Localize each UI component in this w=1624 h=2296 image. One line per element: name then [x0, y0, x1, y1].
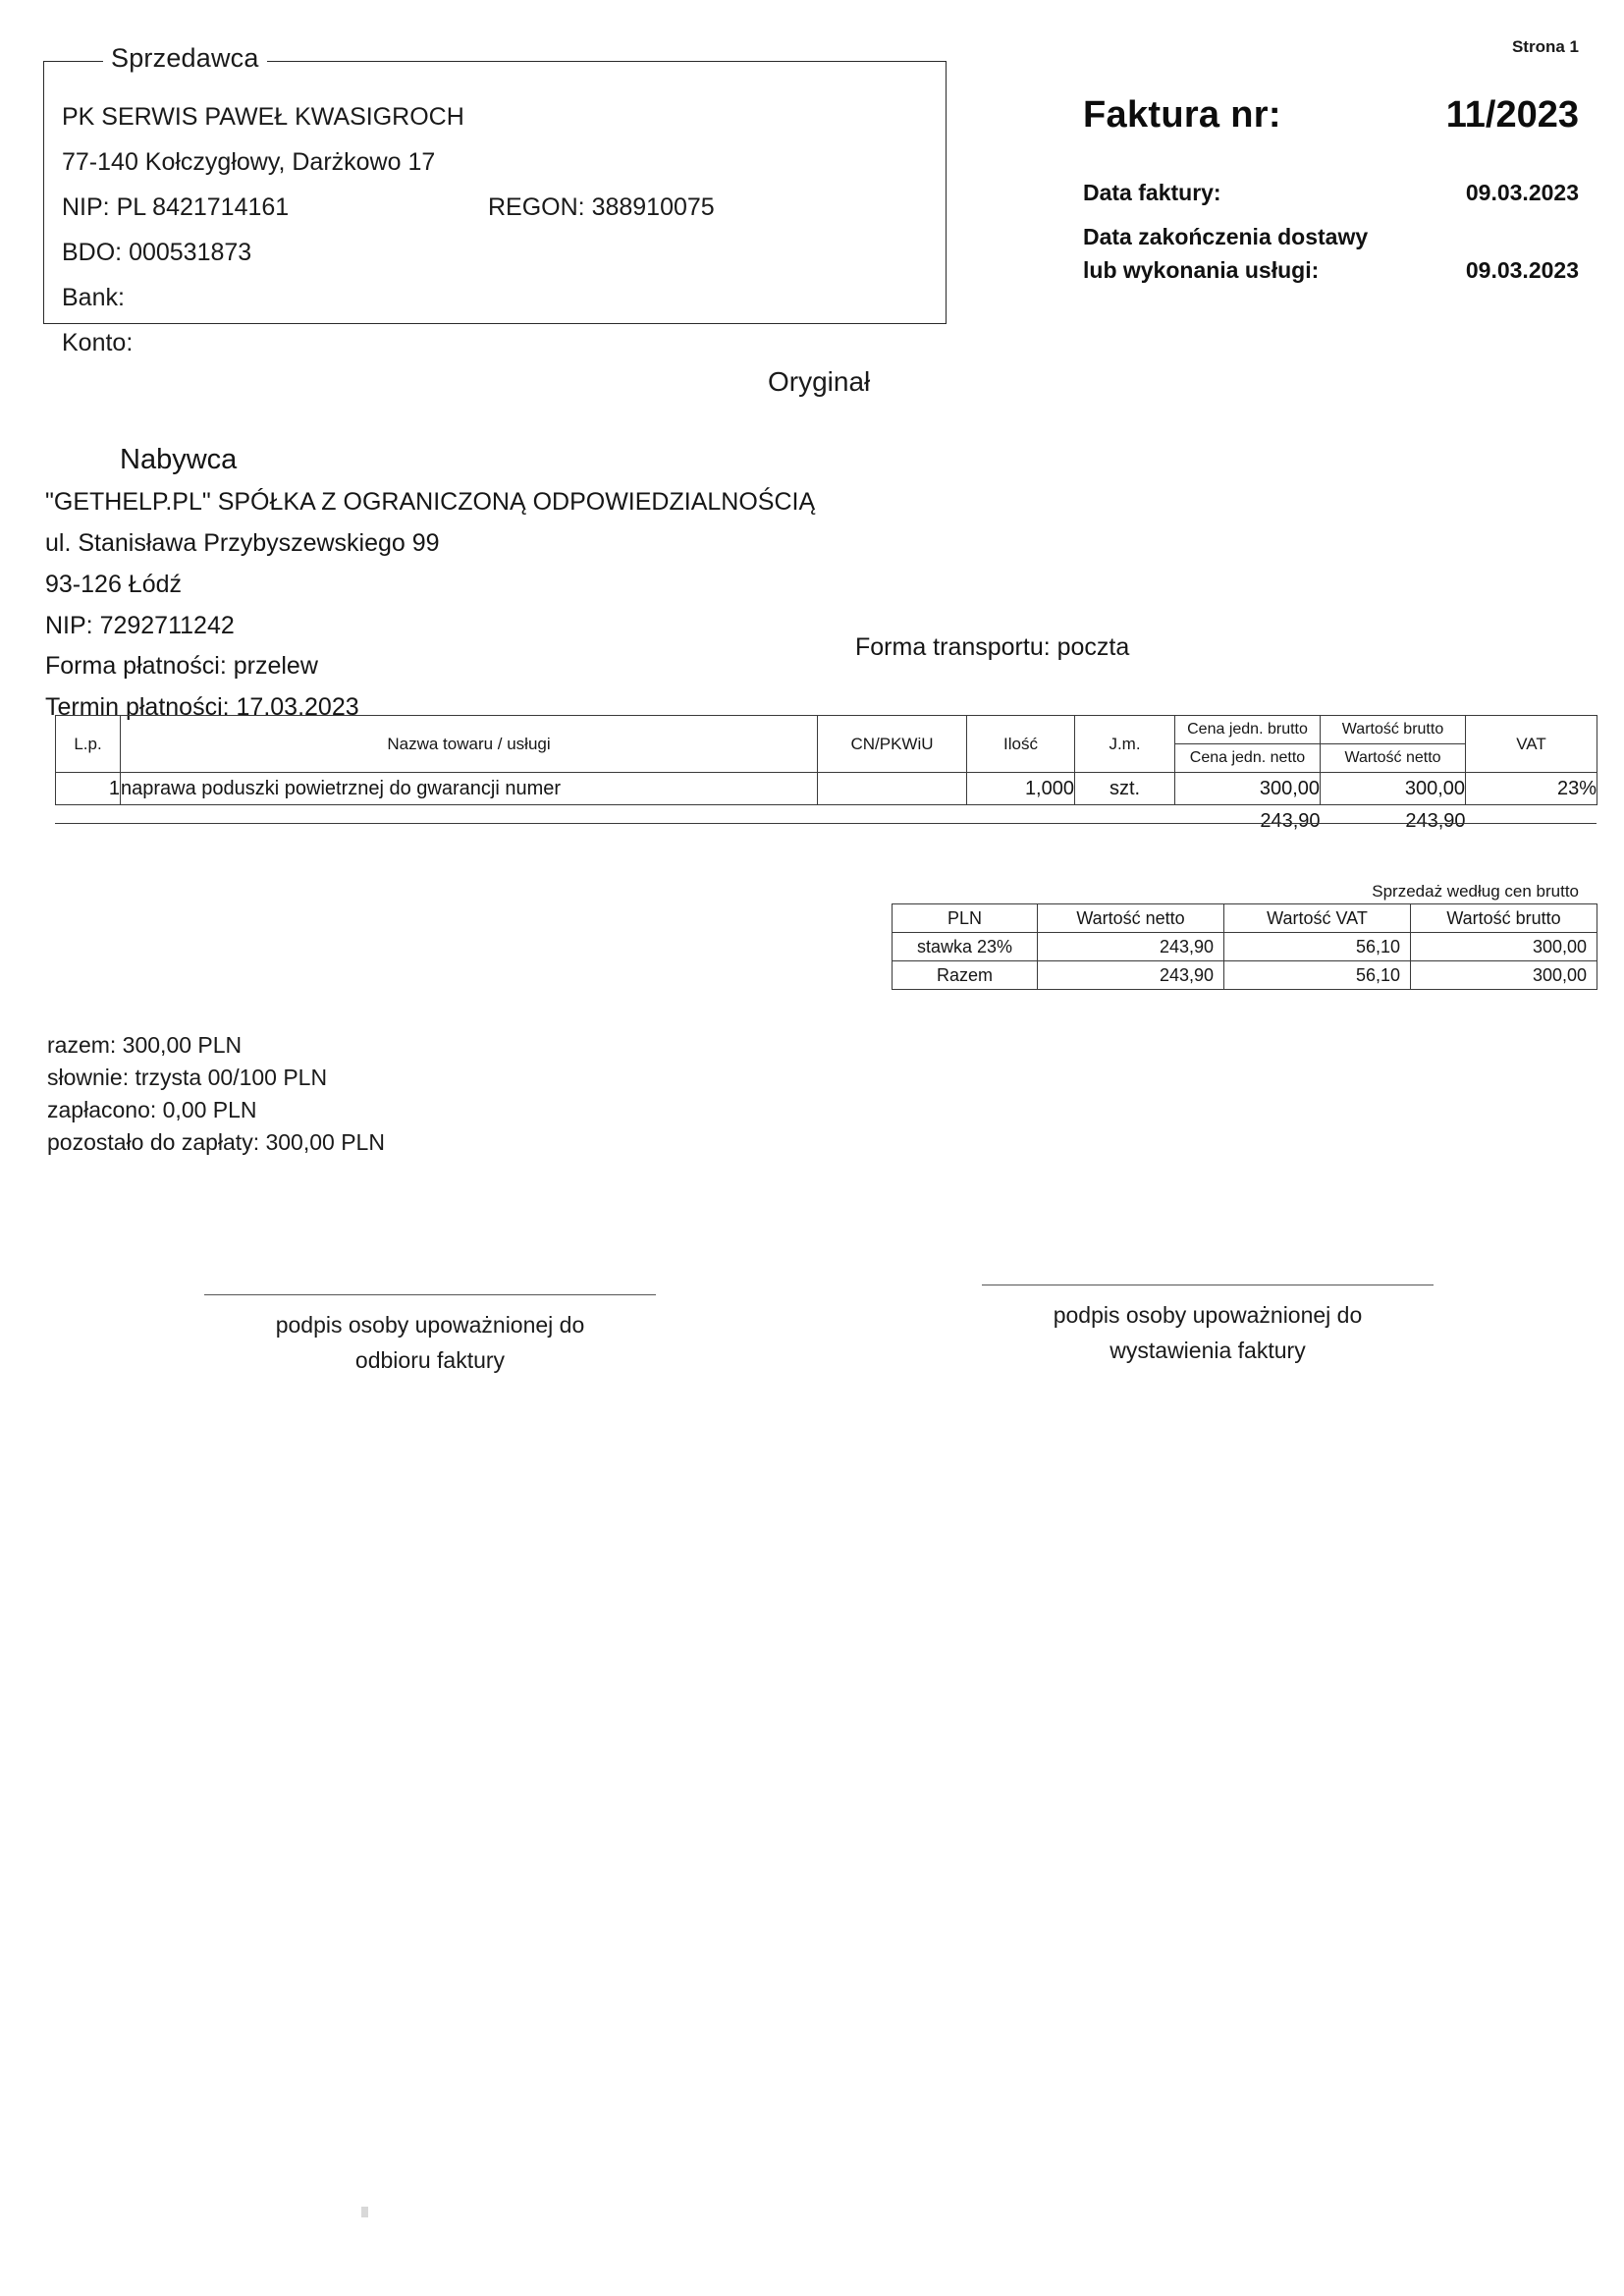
row-unit: szt. [1075, 773, 1175, 805]
seller-address: 77-140 Kołczygłowy, Darżkowo 17 [62, 148, 436, 176]
transport-method: Forma transportu: poczta [855, 633, 1130, 661]
signature-receiver-rule [204, 1294, 656, 1295]
delivery-date-label-line1: Data zakończenia dostawy [1083, 224, 1369, 249]
signature-receiver [204, 1294, 656, 1378]
table-row [56, 773, 1597, 805]
row2-unit [1075, 805, 1175, 838]
header-value-stack [1321, 716, 1466, 773]
buyer-nip: NIP: 7292711242 [45, 612, 235, 639]
summary-total-net: 243,90 [1038, 961, 1224, 990]
summary-table [892, 903, 1597, 990]
items-header-row [56, 716, 1597, 773]
row-name: naprawa poduszki powietrznej do gwarancji numer [121, 773, 818, 805]
summary-rate-net: 243,90 [1038, 933, 1224, 961]
header-unit: J.m. [1075, 716, 1175, 773]
seller-box [43, 43, 947, 356]
summary-header-currency: PLN [893, 904, 1038, 933]
summary-total-label: Razem [893, 961, 1038, 990]
summary-row-rate [893, 933, 1597, 961]
items-table-bottom-rule [55, 823, 1597, 824]
row-value-gross: 300,00 [1321, 773, 1466, 805]
table-row-second-line [56, 805, 1597, 838]
summary-header-row [893, 904, 1597, 933]
header-cn: CN/PKWiU [818, 716, 967, 773]
seller-regon: REGON: 388910075 [488, 193, 715, 221]
invoice-date-label: Data faktury: [1083, 180, 1221, 205]
total-amount: razem: 300,00 PLN [47, 1032, 243, 1058]
delivery-date-value: 09.03.2023 [1465, 257, 1579, 283]
seller-name: PK SERWIS PAWEŁ KWASIGROCH [62, 103, 464, 131]
header-name: Nazwa towaru / usługi [121, 716, 818, 773]
row-price-net: 243,90 [1260, 809, 1321, 832]
summary-header-vat: Wartość VAT [1224, 904, 1411, 933]
row2-vat [1466, 805, 1597, 838]
signature-receiver-line1: podpis osoby upoważnionej do [275, 1312, 585, 1338]
row2-qty [967, 805, 1075, 838]
copy-type-label: Oryginał [768, 366, 871, 397]
header-lp: L.p. [56, 716, 121, 773]
seller-account: Konto: [62, 329, 134, 356]
header-vat: VAT [1466, 716, 1597, 773]
header-value-gross: Wartość brutto [1321, 716, 1465, 744]
buyer-street: ul. Stanisława Przybyszewskiego 99 [45, 529, 440, 557]
buyer-city: 93-126 Łódź [45, 571, 183, 598]
seller-bdo: BDO: 000531873 [62, 239, 252, 266]
summary-total-gross: 300,00 [1411, 961, 1597, 990]
scan-artifact [361, 2207, 368, 2217]
seller-bank: Bank: [62, 284, 125, 311]
summary-header-gross: Wartość brutto [1411, 904, 1597, 933]
header-price-stack [1175, 716, 1321, 773]
summary-rate-vat: 56,10 [1224, 933, 1411, 961]
payment-due-date: Termin płatności: 17.03.2023 [45, 693, 359, 721]
header-qty: Ilość [967, 716, 1075, 773]
row-lp: 1 [56, 773, 121, 805]
invoice-title: Faktura nr: [1083, 94, 1281, 136]
row2-lp [56, 805, 121, 838]
invoice-number: 11/2023 [1445, 94, 1579, 136]
summary-rate-label: stawka 23% [893, 933, 1038, 961]
signature-issuer-line2: wystawienia faktury [1110, 1338, 1306, 1363]
page-label: Strona 1 [1511, 37, 1579, 56]
payment-method: Forma płatności: przelew [45, 652, 318, 680]
seller-nip: NIP: PL 8421714161 [62, 193, 290, 221]
summary-caption: Sprzedaż według cen brutto [1372, 882, 1579, 901]
total-in-words: słownie: trzysta 00/100 PLN [47, 1065, 328, 1090]
header-value-net: Wartość netto [1344, 749, 1441, 766]
row-vat: 23% [1466, 773, 1597, 805]
summary-row-total [893, 961, 1597, 990]
row-price-gross: 300,00 [1175, 773, 1321, 805]
buyer-name: "GETHELP.PL" SPÓŁKA Z OGRANICZONĄ ODPOWIEDZIALNOŚCIĄ [45, 488, 816, 516]
header-price-gross: Cena jedn. brutto [1175, 716, 1320, 744]
summary-total-vat: 56,10 [1224, 961, 1411, 990]
amount-paid: zapłacono: 0,00 PLN [47, 1097, 257, 1122]
amount-remaining: pozostało do zapłaty: 300,00 PLN [47, 1129, 385, 1155]
row-cn [818, 773, 967, 805]
items-table [55, 715, 1597, 837]
row-value-net: 243,90 [1405, 809, 1466, 832]
header-price-net: Cena jedn. netto [1189, 749, 1306, 766]
signature-issuer [982, 1285, 1434, 1368]
summary-rate-gross: 300,00 [1411, 933, 1597, 961]
delivery-date-label-line2: lub wykonania usługi: [1083, 257, 1320, 283]
row2-name [121, 805, 818, 838]
summary-header-net: Wartość netto [1038, 904, 1224, 933]
seller-legend: Sprzedawca [103, 43, 267, 74]
signature-issuer-line1: podpis osoby upoważnionej do [1053, 1302, 1363, 1328]
row2-cn [818, 805, 967, 838]
invoice-date-value: 09.03.2023 [1465, 180, 1579, 205]
signature-receiver-line2: odbioru faktury [354, 1347, 506, 1373]
totals-block [47, 1029, 385, 1159]
row-qty: 1,000 [967, 773, 1075, 805]
buyer-title: Nabywca [120, 444, 238, 475]
